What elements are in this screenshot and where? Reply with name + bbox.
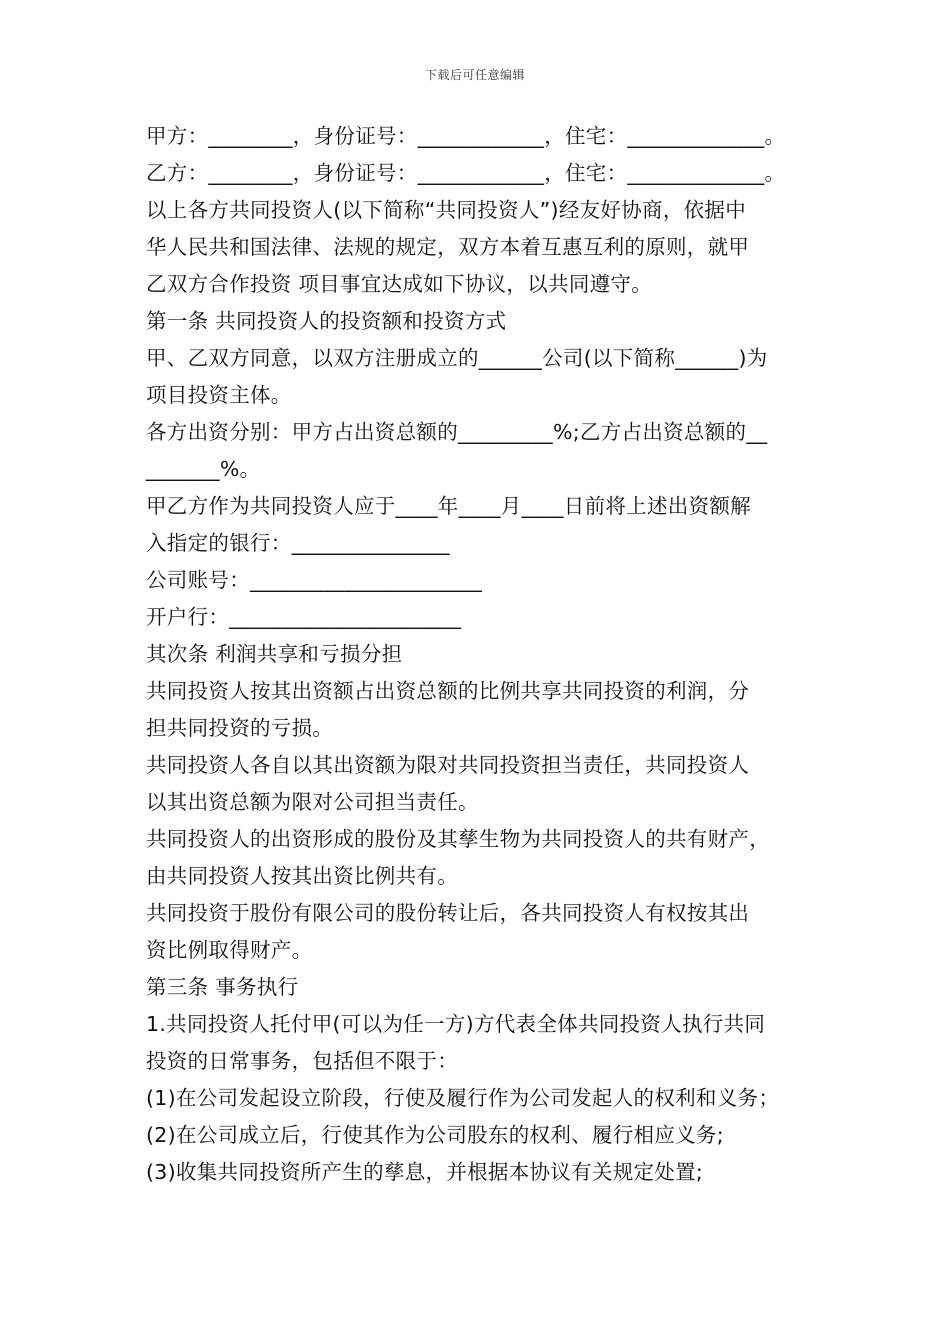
paragraph-line: 由共同投资人按其出资比例共有。 xyxy=(146,864,458,888)
party-b-line: 乙方：________，身份证号：____________，住宅：_____________。 xyxy=(146,161,786,185)
preamble-line-3: 乙双方合作投资 项目事宜达成如下协议，以共同遵守。 xyxy=(146,272,653,296)
preamble-line-1: 以上各方共同投资人(以下简称“共同投资人”)经友好协商，依据中 xyxy=(146,198,747,222)
paragraph-line: 投资的日常事务，包括但不限于： xyxy=(146,1049,458,1073)
paragraph-line: 甲、乙双方同意，以双方注册成立的______公司(以下简称______)为 xyxy=(146,346,768,370)
paragraph-line: 以其出资总额为限对公司担当责任。 xyxy=(146,790,479,814)
party-a-line: 甲方：________，身份证号：____________，住宅：_____________。 xyxy=(146,124,786,148)
paragraph-line: 共同投资于股份有限公司的股份转让后，各共同投资人有权按其出 xyxy=(146,901,750,925)
paragraph-line: 共同投资人按其出资额占出资总额的比例共享共同投资的利润，分 xyxy=(146,679,750,703)
paragraph-line: 甲乙方作为共同投资人应于____年____月____日前将上述出资额解 xyxy=(146,494,751,518)
paragraph-line: 共同投资人的出资形成的股份及其孳生物为共同投资人的共有财产， xyxy=(146,827,770,851)
list-item: (1)在公司发起设立阶段，行使及履行作为公司发起人的权利和义务； xyxy=(146,1086,780,1110)
paragraph-line: 资比例取得财产。 xyxy=(146,938,313,962)
paragraph-line: 各方出资分别：甲方占出资总额的_________%;乙方占出资总额的__ xyxy=(146,420,768,444)
paragraph-line: _______%。 xyxy=(146,457,261,481)
company-account-line: 公司账号：______________________ xyxy=(146,568,483,592)
paragraph-line: 项目投资主体。 xyxy=(146,383,292,407)
paragraph-line: 1.共同投资人托付甲(可以为任一方)方代表全体共同投资人执行共同 xyxy=(146,1012,766,1036)
paragraph-line: 入指定的银行：_______________ xyxy=(146,531,450,555)
preamble-line-2: 华人民共和国法律、法规的规定，双方本着互惠互利的原则，就甲 xyxy=(146,235,750,259)
document-body xyxy=(146,118,826,1191)
article-3-heading: 第三条 事务执行 xyxy=(146,975,299,999)
paragraph-line: 共同投资人各自以其出资额为限对共同投资担当责任，共同投资人 xyxy=(146,753,750,777)
list-item: (2)在公司成立后，行使其作为公司股东的权利、履行相应义务; xyxy=(146,1123,724,1147)
list-item: (3)收集共同投资所产生的孳息，并根据本协议有关规定处置; xyxy=(146,1160,704,1184)
bank-line: 开户行：______________________ xyxy=(146,605,462,629)
page-header: 下载后可任意编辑 xyxy=(424,68,525,82)
paragraph-line: 担共同投资的亏损。 xyxy=(146,716,334,740)
article-1-heading: 第一条 共同投资人的投资额和投资方式 xyxy=(146,309,507,333)
article-2-heading: 其次条 利润共享和亏损分担 xyxy=(146,642,403,666)
